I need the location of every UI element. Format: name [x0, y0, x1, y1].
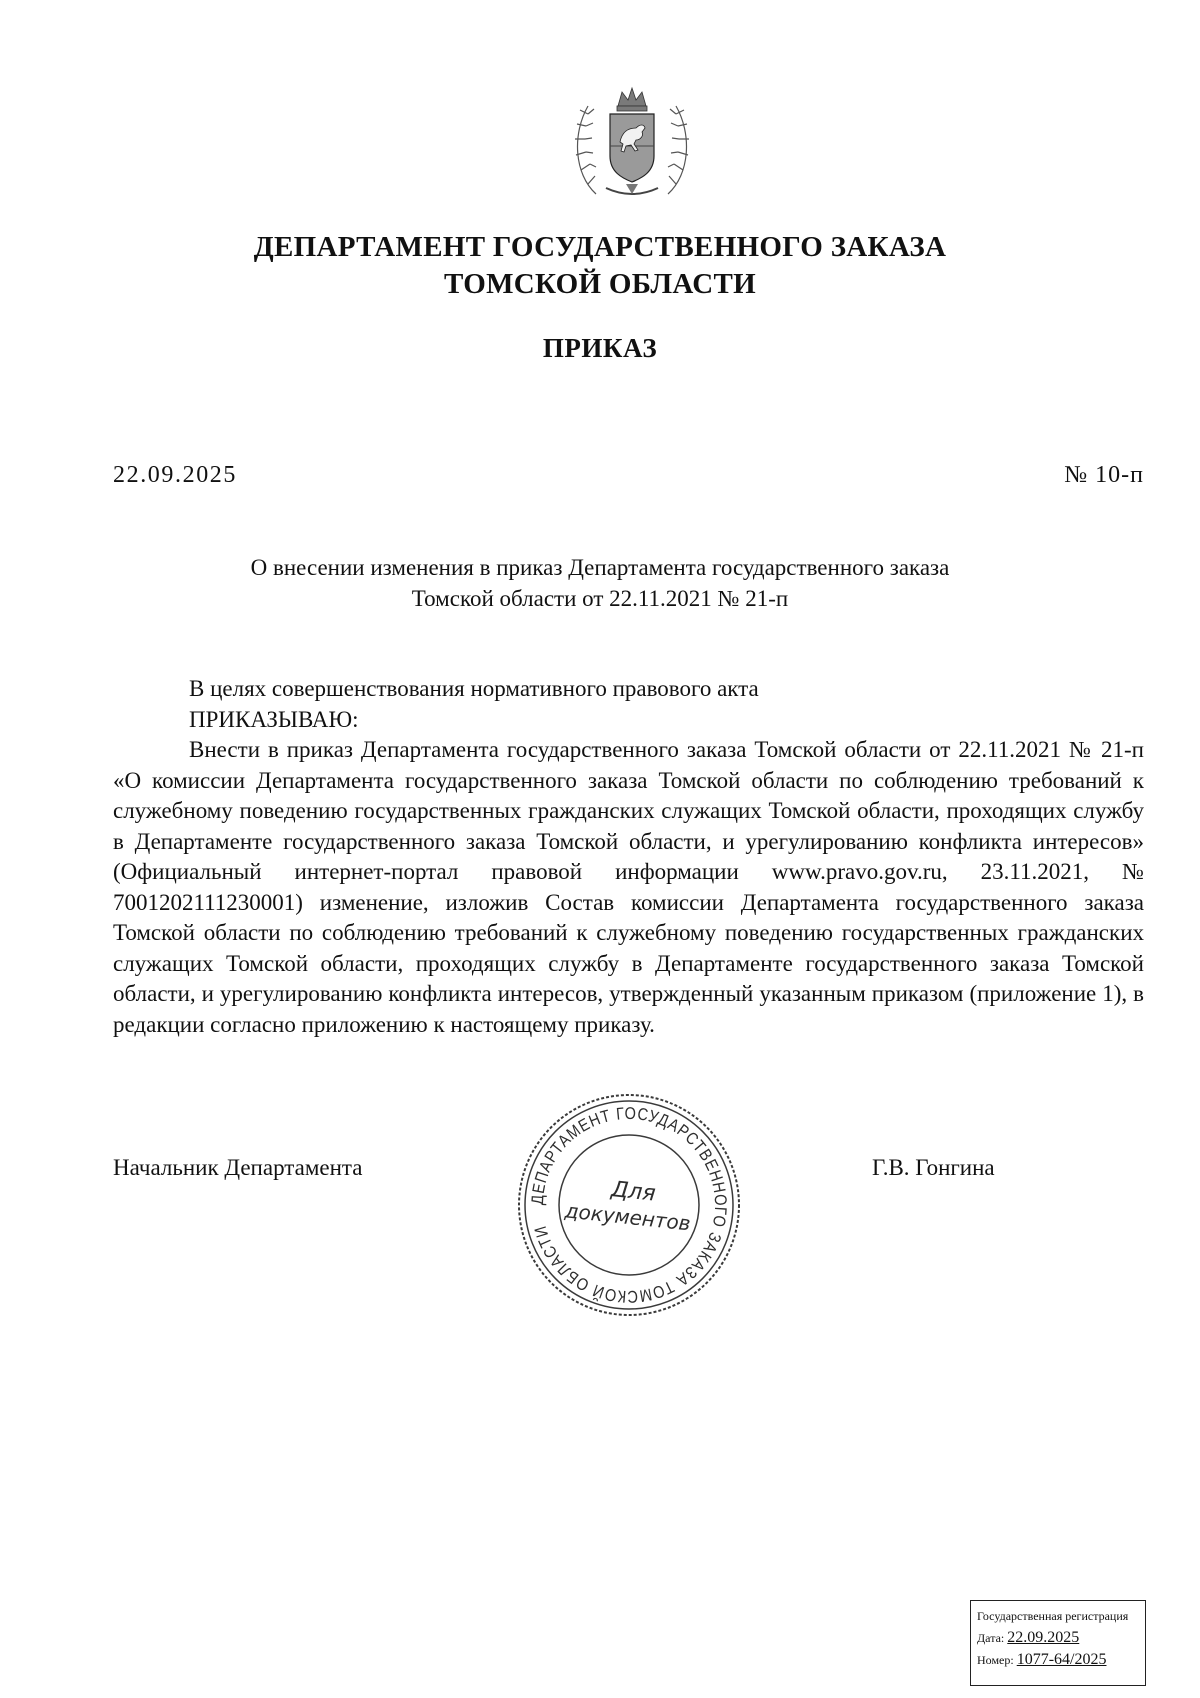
registration-title: Государственная регистрация	[977, 1609, 1129, 1623]
stamp-ring-text: ДЕПАРТАМЕНТ ГОСУДАРСТВЕННОГО ЗАКАЗА ТОМСКОЙ ОБЛАСТИ	[527, 1103, 731, 1307]
order-word: ПРИКАЗЫВАЮ:	[189, 706, 359, 732]
department-name-line1: ДЕПАРТАМЕНТ ГОСУДАРСТВЕННОГО ЗАКАЗА	[253, 231, 947, 263]
order-number: № 10-п	[1064, 462, 1144, 488]
department-name	[0, 229, 1200, 303]
department-name-line2: ТОМСКОЙ ОБЛАСТИ	[444, 268, 756, 300]
order-subject	[0, 552, 1200, 614]
main-paragraph: Внести в приказ Департамента государственного заказа Томской области от 22.11.2021 № 21-п «О комиссии Департамента государственного заказа Томской области по соблюдению требований к служебному поведению государственных гражданских служащих Томской области, проходящих службу в Департаменте государственного заказа Томской области, и урегулированию конфликта интересов» (Официальный интернет-портал правовой информации www.pravo.gov.ru, 23.11.2021, № 7001202111230001) изменение, изложив Состав комиссии Департамента государственного заказа Томской области по соблюдению требований к служебному поведению государственных гражданских служащих Томской области, проходящих службу в Департаменте государственного заказа Томской области, и урегулированию конфликта интересов, утвержденный указанным приказом (приложение 1), в редакции согласно приложению к настоящему приказу.	[113, 737, 1144, 1037]
registration-date-label: Дата:	[977, 1631, 1005, 1645]
stamp-center-line1: Для	[609, 1177, 657, 1207]
tomsk-oblast-coat-of-arms-icon	[566, 84, 698, 204]
subject-line2: Томской области от 22.11.2021 № 21-п	[411, 586, 789, 611]
order-body	[113, 674, 1144, 1040]
order-date: 22.09.2025	[113, 462, 237, 488]
registration-number-row	[977, 1649, 1139, 1671]
purpose-text: В целях совершенствования нормативного правового акта	[189, 676, 759, 701]
registration-box	[970, 1600, 1146, 1686]
signatory-role: Начальник Департамента	[113, 1155, 363, 1180]
subject-line1: О внесении изменения в приказ Департамента государственного заказа	[250, 555, 950, 580]
official-seal-stamp	[514, 1090, 744, 1320]
registration-date-row	[977, 1627, 1139, 1649]
registration-number-label: Номер:	[977, 1653, 1014, 1667]
registration-date-value: 22.09.2025	[1007, 1629, 1080, 1646]
registration-number-value: 1077-64/2025	[1016, 1651, 1107, 1668]
document-type: ПРИКАЗ	[542, 333, 658, 363]
signatory-name: Г.В. Гонгина	[872, 1155, 995, 1180]
stamp-center-line2: документов	[563, 1198, 692, 1236]
